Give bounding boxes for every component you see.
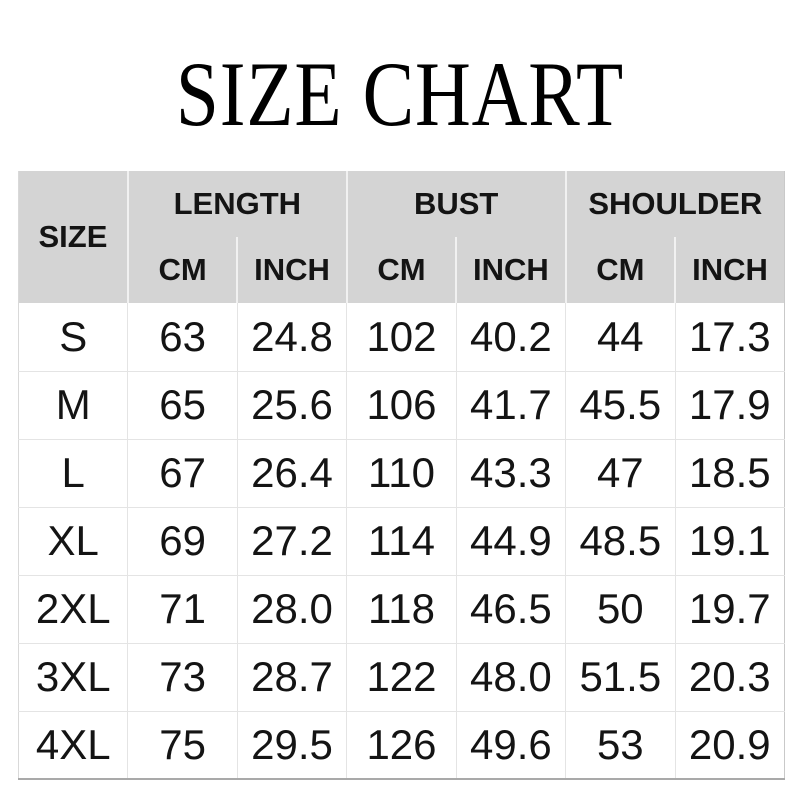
value-cell: 20.9 <box>675 711 784 779</box>
value-cell: 19.1 <box>675 507 784 575</box>
table-body <box>19 303 785 779</box>
table-row <box>19 439 785 507</box>
size-cell: 4XL <box>19 711 128 779</box>
header-bust-inch: INCH <box>456 237 565 303</box>
value-cell: 45.5 <box>566 371 675 439</box>
size-cell: 3XL <box>19 643 128 711</box>
table-row <box>19 711 785 779</box>
value-cell: 46.5 <box>456 575 565 643</box>
header-shoulder-inch: INCH <box>675 237 784 303</box>
header-group-row <box>19 171 785 237</box>
table-row <box>19 371 785 439</box>
header-shoulder-cm: CM <box>566 237 675 303</box>
value-cell: 51.5 <box>566 643 675 711</box>
value-cell: 102 <box>347 303 456 371</box>
value-cell: 73 <box>128 643 237 711</box>
value-cell: 71 <box>128 575 237 643</box>
table-row <box>19 575 785 643</box>
header-group-bust: BUST <box>347 171 566 237</box>
header-group-shoulder: SHOULDER <box>566 171 785 237</box>
value-cell: 47 <box>566 439 675 507</box>
value-cell: 19.7 <box>675 575 784 643</box>
value-cell: 43.3 <box>456 439 565 507</box>
value-cell: 44 <box>566 303 675 371</box>
value-cell: 29.5 <box>237 711 346 779</box>
value-cell: 28.7 <box>237 643 346 711</box>
value-cell: 118 <box>347 575 456 643</box>
value-cell: 114 <box>347 507 456 575</box>
size-cell: XL <box>19 507 128 575</box>
size-cell: M <box>19 371 128 439</box>
table-row <box>19 643 785 711</box>
header-length-inch: INCH <box>237 237 346 303</box>
value-cell: 50 <box>566 575 675 643</box>
size-cell: 2XL <box>19 575 128 643</box>
value-cell: 27.2 <box>237 507 346 575</box>
size-chart-table <box>18 171 785 780</box>
size-cell: S <box>19 303 128 371</box>
value-cell: 49.6 <box>456 711 565 779</box>
value-cell: 40.2 <box>456 303 565 371</box>
value-cell: 122 <box>347 643 456 711</box>
value-cell: 69 <box>128 507 237 575</box>
header-length-cm: CM <box>128 237 237 303</box>
value-cell: 48.0 <box>456 643 565 711</box>
value-cell: 18.5 <box>675 439 784 507</box>
page-title: SIZE CHART <box>175 43 625 145</box>
value-cell: 28.0 <box>237 575 346 643</box>
value-cell: 44.9 <box>456 507 565 575</box>
size-cell: L <box>19 439 128 507</box>
value-cell: 48.5 <box>566 507 675 575</box>
table-row <box>19 303 785 371</box>
value-cell: 53 <box>566 711 675 779</box>
value-cell: 24.8 <box>237 303 346 371</box>
value-cell: 110 <box>347 439 456 507</box>
value-cell: 41.7 <box>456 371 565 439</box>
value-cell: 65 <box>128 371 237 439</box>
value-cell: 63 <box>128 303 237 371</box>
value-cell: 67 <box>128 439 237 507</box>
value-cell: 25.6 <box>237 371 346 439</box>
value-cell: 106 <box>347 371 456 439</box>
table-header <box>19 171 785 303</box>
header-bust-cm: CM <box>347 237 456 303</box>
value-cell: 17.9 <box>675 371 784 439</box>
value-cell: 17.3 <box>688 312 771 360</box>
table-row <box>19 507 785 575</box>
value-cell: 75 <box>128 711 237 779</box>
value-cell: 126 <box>347 711 456 779</box>
value-cell: 20.3 <box>675 643 784 711</box>
header-size: SIZE <box>19 171 128 303</box>
header-group-length: LENGTH <box>128 171 347 237</box>
value-cell: 26.4 <box>237 439 346 507</box>
header-sub-row <box>19 237 785 303</box>
